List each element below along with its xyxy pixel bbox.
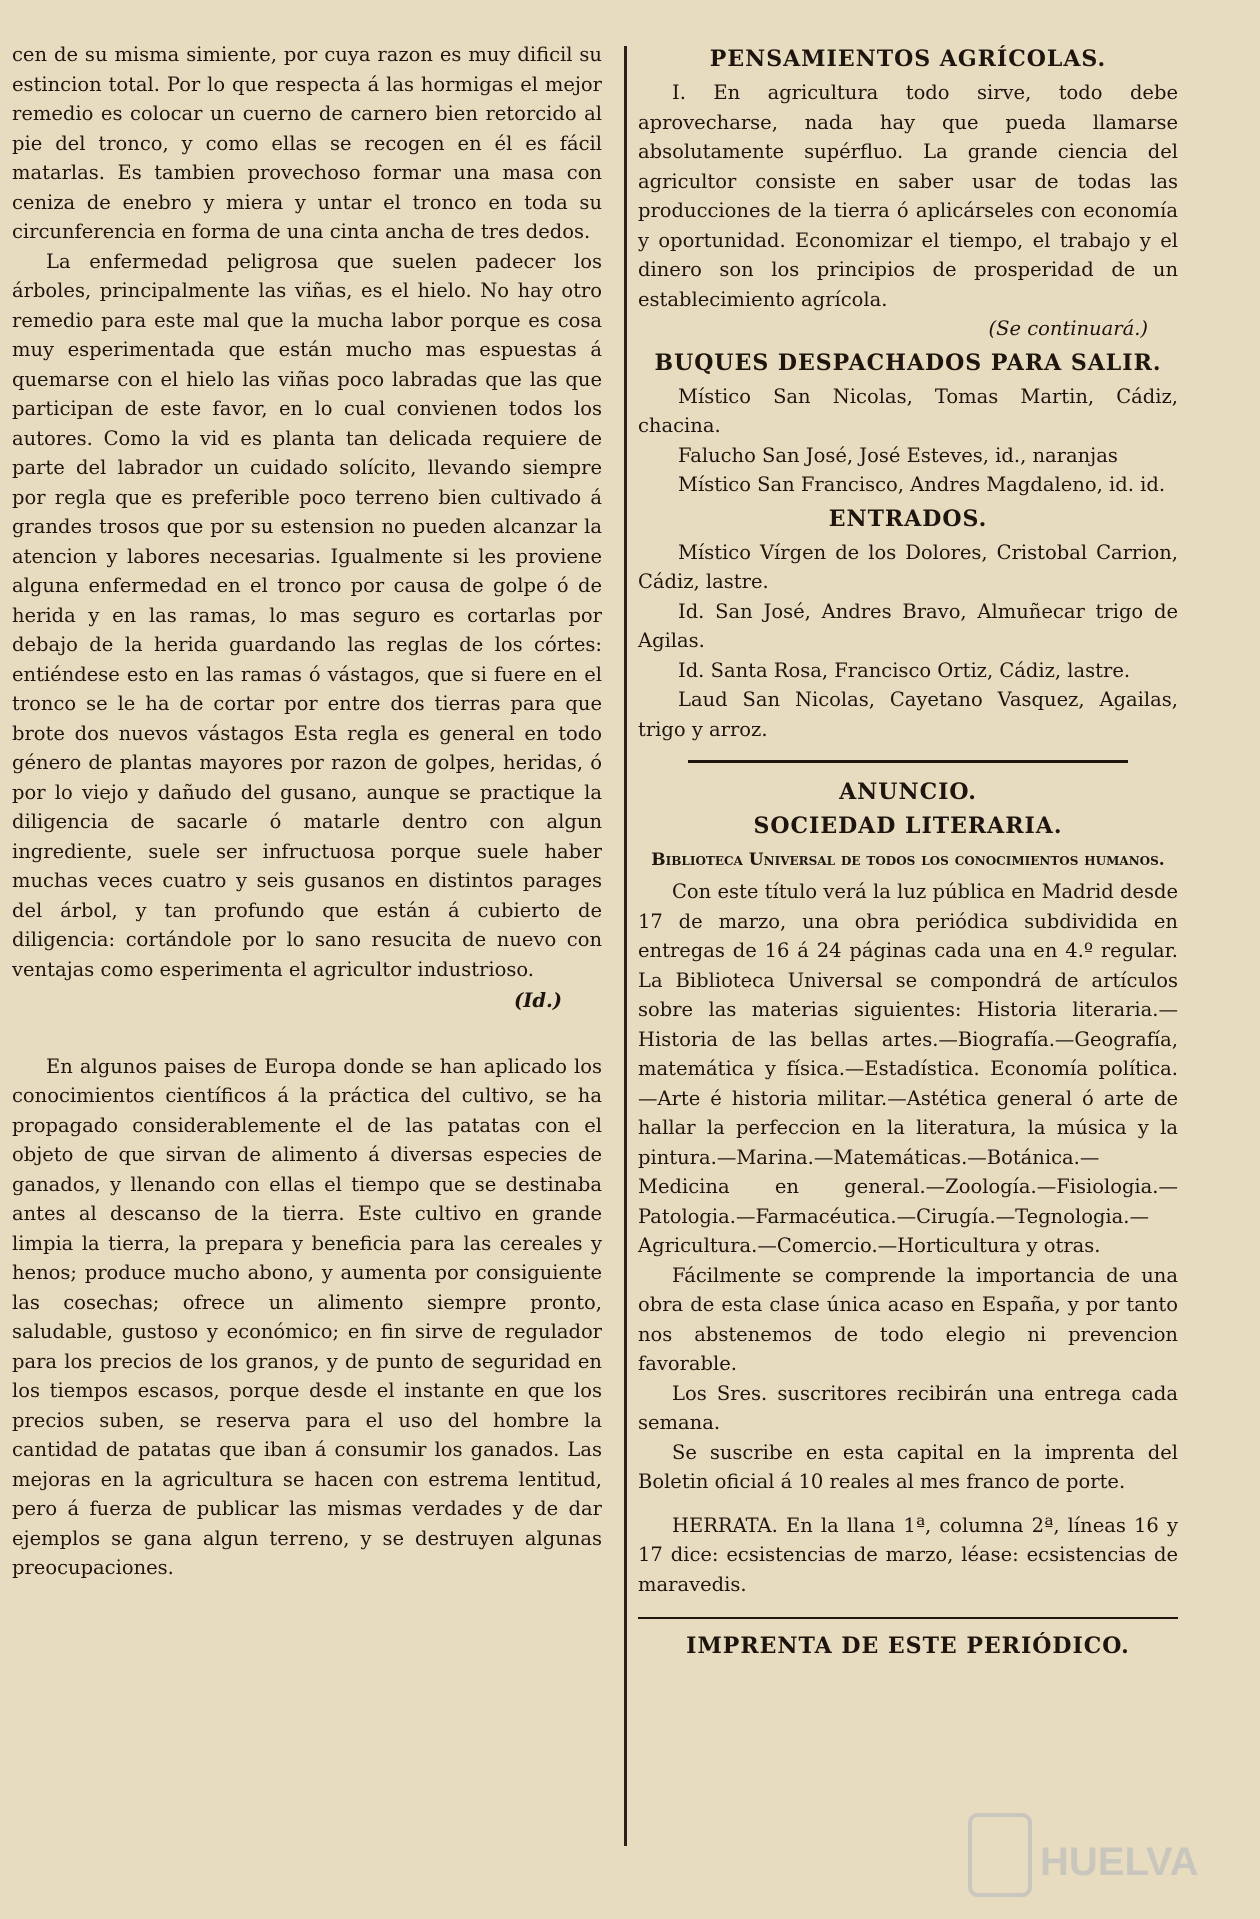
article-paragraph: En algunos paises de Europa donde se han aplicado los conocimientos científicos á la práctica del cultivo, se ha propagado considerablemente el de las patatas con el objeto de que sirvan de alimento á diversas especies de ganados, y llenando con ellas el tiempo que se destinaba antes al descanso de la tierra. Este cultivo en grande limpia la tierra, la prepara y beneficia para las cereales y henos; produce mucho abono, y aumenta por consiguiente las cosechas; ofrece un alimento siempre pronto, saludable, gustoso y económico; en fin sirve de regulador para los precios de los granos, y de punto de seguridad en los tiempos escasos, porque desde el instante en que los precios suben, se reserva para el uso del hombre la cantidad de patatas que iban á consumir los ganados. Las mejoras en la agricultura se hacen con estrema lentitud, pero á fuerza de publicar las mismas verdades y de dar ejemplos se gana algun terreno, y se destruyen algunas preocupaciones. xyxy=(12,1054,602,1579)
ship-entry: Id. Santa Rosa, Francisco Ortiz, Cádiz, lastre. xyxy=(678,658,1131,682)
ship-entry: Místico San Francisco, Andres Magdaleno, id. id. xyxy=(678,473,1166,496)
section-title-entrados: ENTRADOS. xyxy=(828,505,988,532)
errata-note: HERRATA. En la llana 1ª, columna 2ª, líneas 16 y 17 dice: ecsistencias de marzo, léase: ecsistencias de maravedis. xyxy=(638,1513,1178,1596)
ship-entry: Místico Vírgen de los Dolores, Cristobal Carrion, Cádiz, lastre. xyxy=(638,540,1178,593)
anuncio-paragraph: Con este título verá la luz pública en Madrid desde 17 de marzo, una obra periódica subdividida en entregas de 16 á 24 páginas cada una en 4.º regular. La Biblioteca Universal se compondrá de artículos sobre las materias siguientes: Historia literaria.—Historia de las bellas artes.—Biografía.—Geografía, matemática y física.—Estadística. Economía política.—Arte é historia militar.—Astética general ó arte de hallar la perfeccion en la literatura, la música y la pintura.—Marina.—Matemáticas.—Botánica.—Medicina en general.—Zoología.—Fisiologia.—Patologia.—Farmacéutica.—Cirugía.—Tegnologia.—Agricultura.—Comercio.—Horticultura y otras. xyxy=(638,880,1178,1257)
ship-entry: Falucho San José, José Esteves, id., naranjas xyxy=(678,443,1118,467)
ship-entry: Místico San Nicolas, Tomas Martin, Cádiz, chacina. xyxy=(638,384,1178,437)
library-stamp-icon xyxy=(960,1805,1199,1905)
section-title-pensamientos: PENSAMIENTOS AGRÍCOLAS. xyxy=(709,46,1107,72)
biblioteca-title: Biblioteca Universal de todos los conocimientos humanos. xyxy=(651,850,1165,870)
article-signature: (Id.) xyxy=(514,989,562,1012)
section-title-sociedad: SOCIEDAD LITERARIA. xyxy=(753,813,1063,839)
column-divider xyxy=(624,46,627,1846)
left-column xyxy=(12,40,602,1583)
anuncio-paragraph: Se suscribe en esta capital en la imprenta del Boletin oficial á 10 reales al mes franco de porte. xyxy=(638,1440,1178,1493)
right-column xyxy=(638,40,1178,1659)
ship-entry: Laud San Nicolas, Cayetano Vasquez, Agailas, trigo y arroz. xyxy=(638,688,1178,741)
article-paragraph: La enfermedad peligrosa que suelen padecer los árboles, principalmente las viñas, es el hielo. No hay otro remedio para este mal que la mucha labor porque es cosa muy esperimentada que están mucho mas espuestas á quemarse con el hielo las viñas poco labradas que las que participan de este favor, en lo cual convienen todos los autores. Como la vid es planta tan delicada requiere de parte del labrador un cuidado solícito, llevando siempre por regla que es preferible poco terreno bien cultivado á grandes trosos que por su estension no pueden alcanzar la atencion y labores necesarias. Igualmente si les proviene alguna enfermedad en el tronco por causa de golpe ó de herida y en las ramas, lo mas seguro es cortarlas por debajo de la herida guardando las reglas de los córtes: entiéndese esto en las ramas ó vástagos, que si fuere en el tronco se le ha de cortar por entre dos tierras para que brote dos nuevos vástagos Esta regla es general en todo género de plantas mayores por razon de golpes, heridas, ó por lo viejo y dañudo del gusano, aunque se practique la diligencia de sacarle ó matarle dentro con algun ingrediente, suele ser infructuosa porque suele haber muchas veces cuatro y seis gusanos en distintos parages del árbol, y tan profundo que están á cubierto de diligencia: cortándole por lo sano resucita de nuevo con ventajas como esperimenta el agricultor industrioso. xyxy=(12,249,602,981)
pensamientos-text: I. En agricultura todo sirve, todo debe aprovecharse, nada hay que pueda llamarse absolutamente supérfluo. La grande ciencia del agricultor consiste en saber usar de todas las producciones de la tierra ó aplicárseles con economía y oportunidad. Economizar el tiempo, el trabajo y el dinero son los principios de prosperidad de un establecimiento agrícola. xyxy=(638,81,1178,311)
section-rule xyxy=(638,1617,1178,1619)
svg-text:HUELVA: HUELVA xyxy=(1040,1840,1199,1884)
anuncio-paragraph: Los Sres. suscritores recibirán una entrega cada semana. xyxy=(638,1381,1178,1434)
continuara-note: (Se continuará.) xyxy=(988,317,1148,340)
ship-entry: Id. San José, Andres Bravo, Almuñecar trigo de Agilas. xyxy=(638,599,1178,652)
anuncio-paragraph: Fácilmente se comprende la importancia de una obra de esta clase única acaso en España, y por tanto nos abstenemos de todo elegio ni prevencion favorable. xyxy=(638,1263,1178,1375)
article-paragraph: cen de su misma simiente, por cuya razon es muy dificil su estincion total. Por lo que respecta á las hormigas el mejor remedio es colocar un cuerno de carnero bien retorcido al pie del tronco, y como ellas se recogen en él es fácil matarlas. Es tambien provechoso formar una masa con ceniza de enebro y miera y untar el tronco en toda su circunferencia en forma de una cinta ancha de tres dedos. xyxy=(12,43,602,243)
section-title-anuncio: ANUNCIO. xyxy=(839,779,977,805)
section-title-buques: BUQUES DESPACHADOS PARA SALIR. xyxy=(654,349,1162,376)
imprint-line: IMPRENTA DE ESTE PERIÓDICO. xyxy=(686,1633,1130,1659)
section-rule xyxy=(688,760,1128,763)
